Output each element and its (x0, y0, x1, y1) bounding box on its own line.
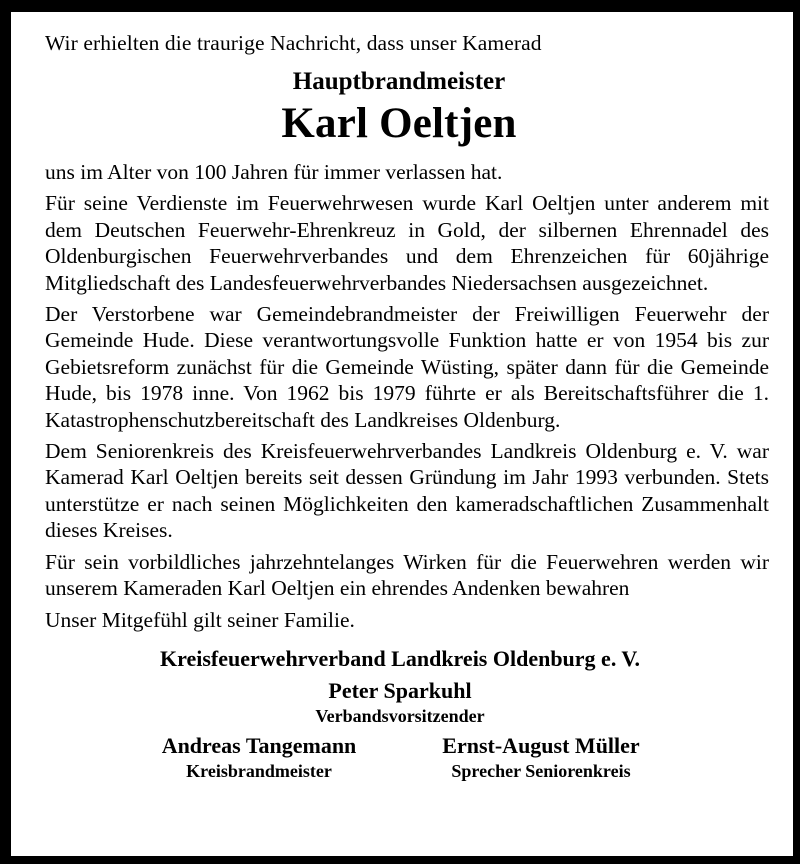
signatory-right-role: Sprecher Seniorenkreis (451, 760, 631, 781)
deceased-name: Karl Oeltjen (281, 100, 517, 147)
body-paragraph-6: Unser Mitgefühl gilt seiner Familie. (45, 607, 355, 632)
body-paragraph-5: Für sein vorbildliches jahrzehntelanges Wirken für die Feuerwehren werden wir unserem Kameraden Karl Oeltjen ein ehrendes Andenken bewahren (45, 549, 769, 601)
signatory-right (416, 732, 666, 783)
body-paragraph-3: Der Verstorbene war Gemeindebrandmeister der Freiwilligen Feuerwehr der Gemeinde Hude. Diese verantwortungsvolle Funktion hatte er von 1954 bis zur Gebietsreform zunächst für die Gemeinde Wüsting, später dann für die Gemeinde Hude, bis 1978 inne. Von 1962 bis 1979 führte er als Bereitschaftsführer die 1. Katastrophenschutzbereitschaft des Landkreises Oldenburg. (45, 302, 769, 432)
intro-line: Wir erhielten die traurige Nachricht, dass unser Kamerad (45, 31, 542, 55)
signatory-left-name: Andreas Tangemann (161, 732, 357, 758)
signatory-right-name: Ernst-August Müller (442, 732, 640, 758)
notice-inner-content (11, 12, 793, 856)
signatory-left (134, 732, 384, 783)
signatory-left-role: Kreisbrandmeister (186, 760, 332, 781)
body-paragraph-2: Für seine Verdienste im Feuerwehrwesen wurde Karl Oeltjen unter anderem mit dem Deutschen Feuerwehr-Ehrenkreuz in Gold, der silbernen Ehrennadel des Oldenburgischen Feuerwehrverbandes und dem Ehrenzeichen für 60jährige Mitgliedschaft des Landesfeuerwehrverbandes Niedersachsen ausgezeichnet. (45, 191, 769, 295)
deceased-rank: Hauptbrandmeister (292, 68, 506, 95)
signature-chairman-role: Verbandsvorsitzender (315, 705, 485, 726)
signature-chairman-name: Peter Sparkuhl (328, 677, 472, 703)
signature-columns (45, 732, 755, 783)
body-paragraph-4: Dem Seniorenkreis des Kreisfeuerwehrverbandes Landkreis Oldenburg e. V. war Kamerad Karl Oeltjen bereits seit dessen Gründung im Jahr 1993 verbunden. Stets unterstütze er nach seinen Möglichkeiten den kameradschaftlichen Zusammenhalt dieses Kreises. (45, 439, 769, 543)
signature-organization: Kreisfeuerwehrverband Landkreis Oldenburg e. V. (160, 645, 640, 671)
body-paragraph-1: uns im Alter von 100 Jahren für immer verlassen hat. (45, 160, 503, 184)
signature-block (45, 645, 769, 783)
